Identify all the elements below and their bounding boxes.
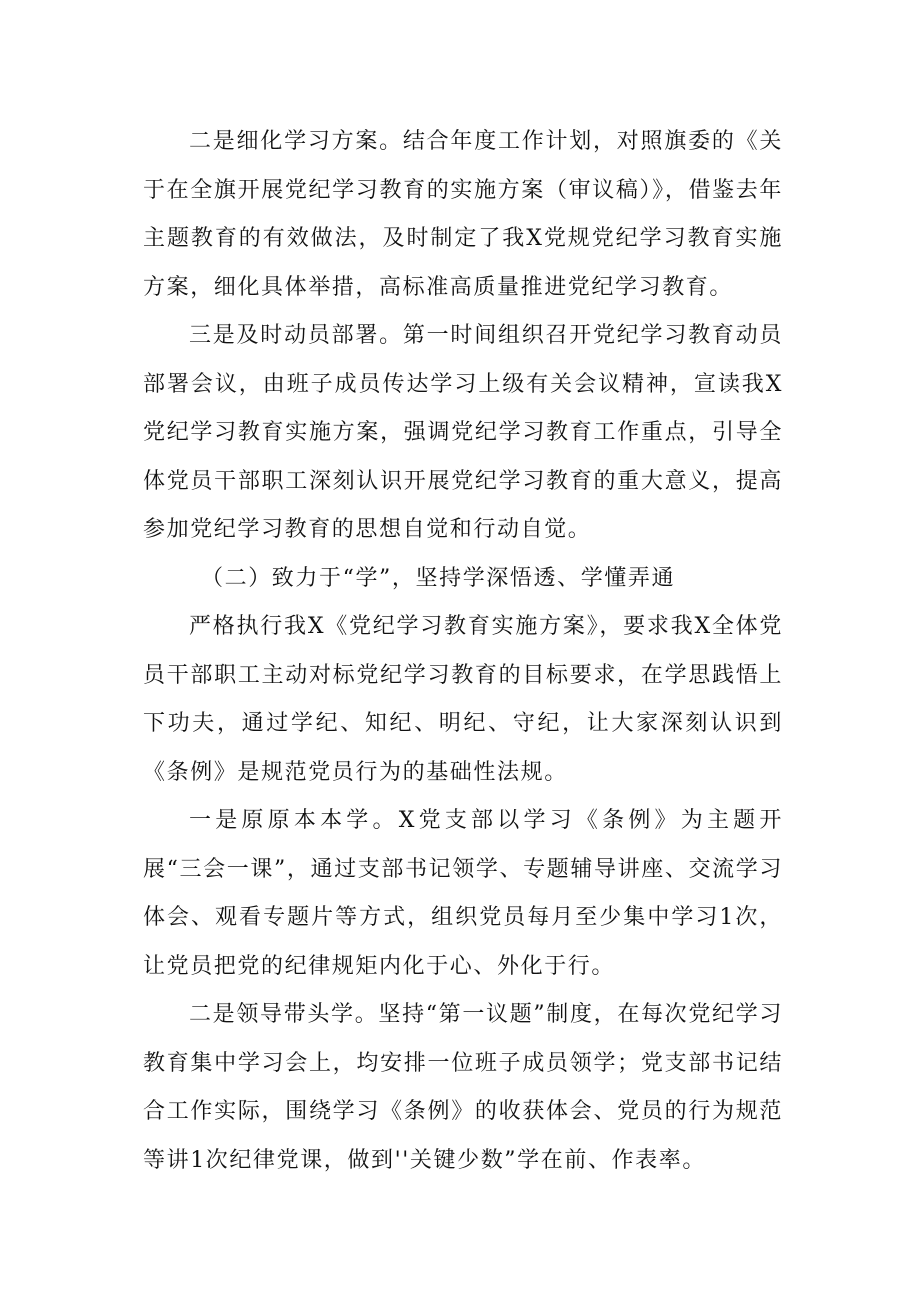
paragraph-study-original-text: 一是原原本本学。X党支部以学习《条例》为主题开展“三会一课”，通过支部书记领学、专题辅导讲座、交流学习体会、观看专题片等方式，组织党员每月至少集中学习1次，让党员把党的纪律规矩内化于心、外化于行。 bbox=[143, 808, 783, 979]
paragraph-implement-plan: 严格执行我X《党纪学习教育实施方案》，要求我X全体党员干部职工主动对标党纪学习教育的目标要求，在学思践悟上下功夫，通过学纪、知纪、明纪、守纪，让大家深刻认识到《条例》是规范党员行为的基础性法规。 bbox=[143, 614, 783, 785]
document-body bbox=[143, 118, 783, 1185]
section-heading-study: （二）致力于“学”，坚持学深悟透、学懂弄通 bbox=[201, 565, 676, 591]
paragraph-mobilize-deploy: 三是及时动员部署。第一时间组织召开党纪学习教育动员部署会议，由班子成员传达学习上级有关会议精神，宣读我X党纪学习教育实施方案，强调党纪学习教育工作重点，引导全体党员干部职工深刻认识开展党纪学习教育的重大意义，提高参加党纪学习教育的思想自觉和行动自觉。 bbox=[143, 323, 783, 542]
paragraph-refine-study-plan: 二是细化学习方案。结合年度工作计划，对照旗委的《关于在全旗开展党纪学习教育的实施方案（审议稿）》，借鉴去年主题教育的有效做法，及时制定了我X党规党纪学习教育实施方案，细化具体举措，高标准高质量推进党纪学习教育。 bbox=[143, 129, 783, 300]
paragraph-leaders-take-lead: 二是领导带头学。坚持“第一议题”制度，在每次党纪学习教育集中学习会上，均安排一位班子成员领学；党支部书记结合工作实际，围绕学习《条例》的收获体会、党员的行为规范等讲1次纪律党课，做到''关键少数”学在前、作表率。 bbox=[143, 1002, 783, 1173]
